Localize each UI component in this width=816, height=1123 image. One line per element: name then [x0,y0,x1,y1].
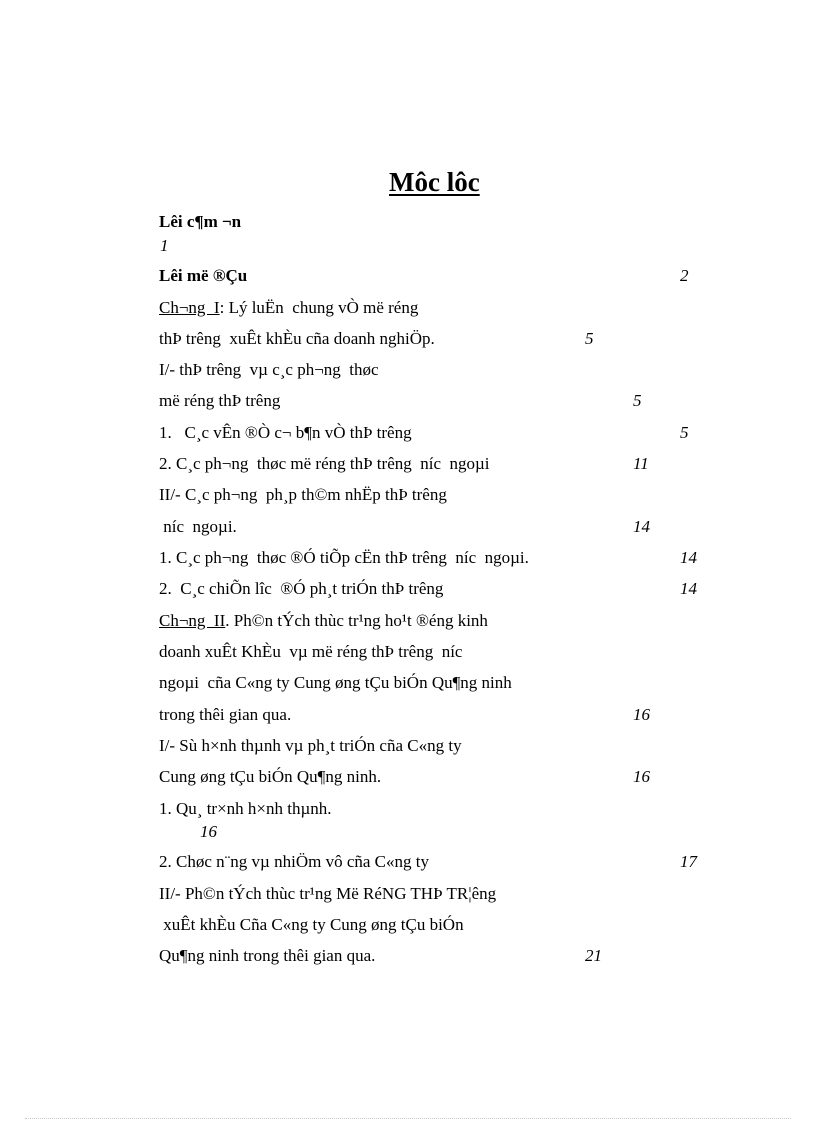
toc-entry-page: 16 [633,767,650,786]
toc-entry-text [159,611,488,631]
toc-entry-text: 2. C¸c ph¬ng thøc më réng thÞ trêng níc ngoµi [159,454,490,473]
toc-entry-text: më réng thÞ trêng [159,391,281,410]
toc-entry-text: I/- thÞ trêng vµ c¸c ph¬ng thøc [159,360,379,379]
toc-entry-text: I/- Sù h×nh thµnh vµ ph¸t triÓn cña C«ng ty [159,736,462,755]
toc-entry-text: II/- Ph©n tÝch thùc tr¹ng Më RéNG THÞ TR¦êng [159,884,497,903]
toc-entry-text: Lêi më ®Çu [159,266,248,285]
chapter-title: : Lý luËn chung vÒ më réng [219,298,419,317]
chapter-label: Ch¬ng I [159,298,220,317]
toc-entry-text: xuÊt khÈu Cña C«ng ty Cung øng tÇu biÓn [159,915,464,934]
toc-entry-text [159,298,418,318]
toc-entry-text: Cung øng tÇu biÓn Qu¶ng ninh. [159,767,382,786]
toc-entry-text: thÞ trêng xuÊt khÈu cña doanh nghiÖp. [159,329,435,348]
toc-entry-page: 16 [200,822,217,841]
chapter-label: Ch¬ng II [159,611,226,630]
toc-entry-text: Qu¶ng ninh trong thêi gian qua. [159,946,376,965]
toc-entry-text: 2. Chøc n¨ng vµ nhiÖm vô cña C«ng ty [159,852,429,871]
toc-entry-page: 14 [633,517,650,536]
toc-entry-text: doanh xuÊt KhÈu vµ më réng thÞ trêng níc [159,642,463,661]
toc-entry-text: trong thêi gian qua. [159,705,292,724]
toc-entry-page: 1 [160,236,169,255]
toc-entry-text: Lêi c¶m ¬n [159,212,242,231]
toc-entry-page: 11 [633,454,649,473]
toc-entry-page: 16 [633,705,650,724]
toc-entry-text: 1. C¸c ph¬ng thøc ®Ó tiÕp cËn thÞ trêng níc ngoµi. [159,548,529,567]
toc-entry-page: 14 [680,548,697,567]
toc-entry-page: 5 [585,329,594,348]
page-bottom-divider [25,1118,791,1119]
toc-entry-page: 21 [585,946,602,965]
chapter-title: . Ph©n tÝch thùc tr¹ng ho¹t ®éng kinh [225,611,488,630]
toc-entry-page: 5 [680,423,689,442]
page-title: Môc lôc [389,167,480,197]
toc-entry-page: 14 [680,579,697,598]
toc-entry-text: 1. C¸c vÊn ®Ò c¬ b¶n vÒ thÞ trêng [159,423,412,442]
toc-entry-text: níc ngoµi. [159,517,237,536]
toc-entry-page: 2 [680,266,689,285]
toc-entry-text: 1. Qu¸ tr×nh h×nh thµnh. [159,799,332,818]
toc-entry-text: II/- C¸c ph¬ng ph¸p th©m nhËp thÞ trêng [159,485,447,504]
toc-entry-text: 2. C¸c chiÕn lîc ®Ó ph¸t triÓn thÞ trêng [159,579,444,598]
toc-entry-page: 17 [680,852,697,871]
toc-entry-page: 5 [633,391,642,410]
toc-entry-text: ngoµi cña C«ng ty Cung øng tÇu biÓn Qu¶ng ninh [159,673,512,692]
